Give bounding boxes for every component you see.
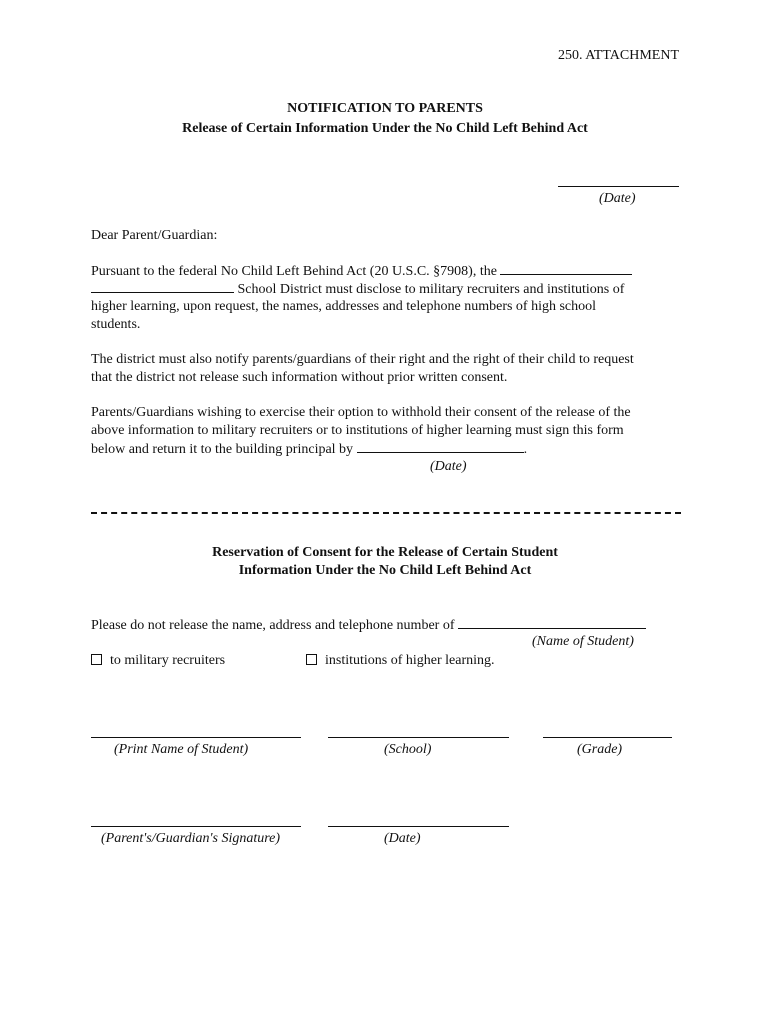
reservation-request-text: Please do not release the name, address and telephone number of <box>91 618 455 633</box>
print-name-label: (Print Name of Student) <box>114 742 249 757</box>
paragraph-3-line-1: Parents/Guardians wishing to exercise their option to withhold their consent of the release of the <box>91 405 631 420</box>
salutation: Dear Parent/Guardian: <box>91 228 218 243</box>
paragraph-1-line-2 <box>91 280 624 299</box>
option-higher-learning[interactable] <box>306 652 495 670</box>
grade-line[interactable] <box>543 737 672 738</box>
paragraph-2-line-1: The district must also notify parents/guardians of their right and the right of their child to request <box>91 352 634 367</box>
guardian-signature-label: (Parent's/Guardian's Signature) <box>101 831 281 846</box>
document-subtitle: Release of Certain Information Under the No Child Left Behind Act <box>182 121 588 136</box>
paragraph-3-line-2: above information to military recruiters or to institutions of higher learning must sign this form <box>91 423 624 438</box>
option-military-label: to military recruiters <box>110 653 226 668</box>
date-line[interactable] <box>558 186 679 187</box>
attachment-label: 250. ATTACHMENT <box>558 48 679 63</box>
district-name-blank-2[interactable] <box>91 280 234 293</box>
option-military[interactable] <box>91 652 225 670</box>
paragraph-2-line-2: that the district not release such information without prior written consent. <box>91 370 508 385</box>
paragraph-3-line-3 <box>91 440 527 459</box>
date-label: (Date) <box>599 191 636 206</box>
district-name-blank[interactable] <box>500 262 632 275</box>
student-name-blank[interactable] <box>458 616 646 629</box>
document-title: NOTIFICATION TO PARENTS <box>287 101 483 116</box>
paragraph-3-text-c: below and return it to the building principal by <box>91 442 354 457</box>
option-higher-learning-label: institutions of higher learning. <box>325 653 495 668</box>
paragraph-1-text-b: School District must disclose to military recruiters and institutions of <box>237 282 625 297</box>
cut-line-separator <box>91 512 681 514</box>
signature-date-line[interactable] <box>328 826 509 827</box>
school-label: (School) <box>384 742 432 757</box>
school-line[interactable] <box>328 737 509 738</box>
student-name-label: (Name of Student) <box>532 634 634 649</box>
return-date-label: (Date) <box>430 459 467 474</box>
paragraph-1-text-a: Pursuant to the federal No Child Left Behind Act (20 U.S.C. §7908), the <box>91 264 497 279</box>
grade-label: (Grade) <box>577 742 623 757</box>
paragraph-3-period: . <box>523 442 528 457</box>
signature-date-label: (Date) <box>384 831 421 846</box>
military-checkbox[interactable] <box>91 654 102 665</box>
paragraph-1-line-3: higher learning, upon request, the names, addresses and telephone numbers of high school <box>91 299 597 314</box>
guardian-signature-line[interactable] <box>91 826 301 827</box>
print-name-line[interactable] <box>91 737 301 738</box>
return-date-blank[interactable] <box>357 440 524 453</box>
higher-learning-checkbox[interactable] <box>306 654 317 665</box>
paragraph-1-line-4: students. <box>91 317 141 332</box>
reservation-title-line-2: Information Under the No Child Left Behind Act <box>238 563 532 578</box>
reservation-title-line-1: Reservation of Consent for the Release of Certain Student <box>212 545 558 560</box>
paragraph-1-line-1 <box>91 262 632 281</box>
